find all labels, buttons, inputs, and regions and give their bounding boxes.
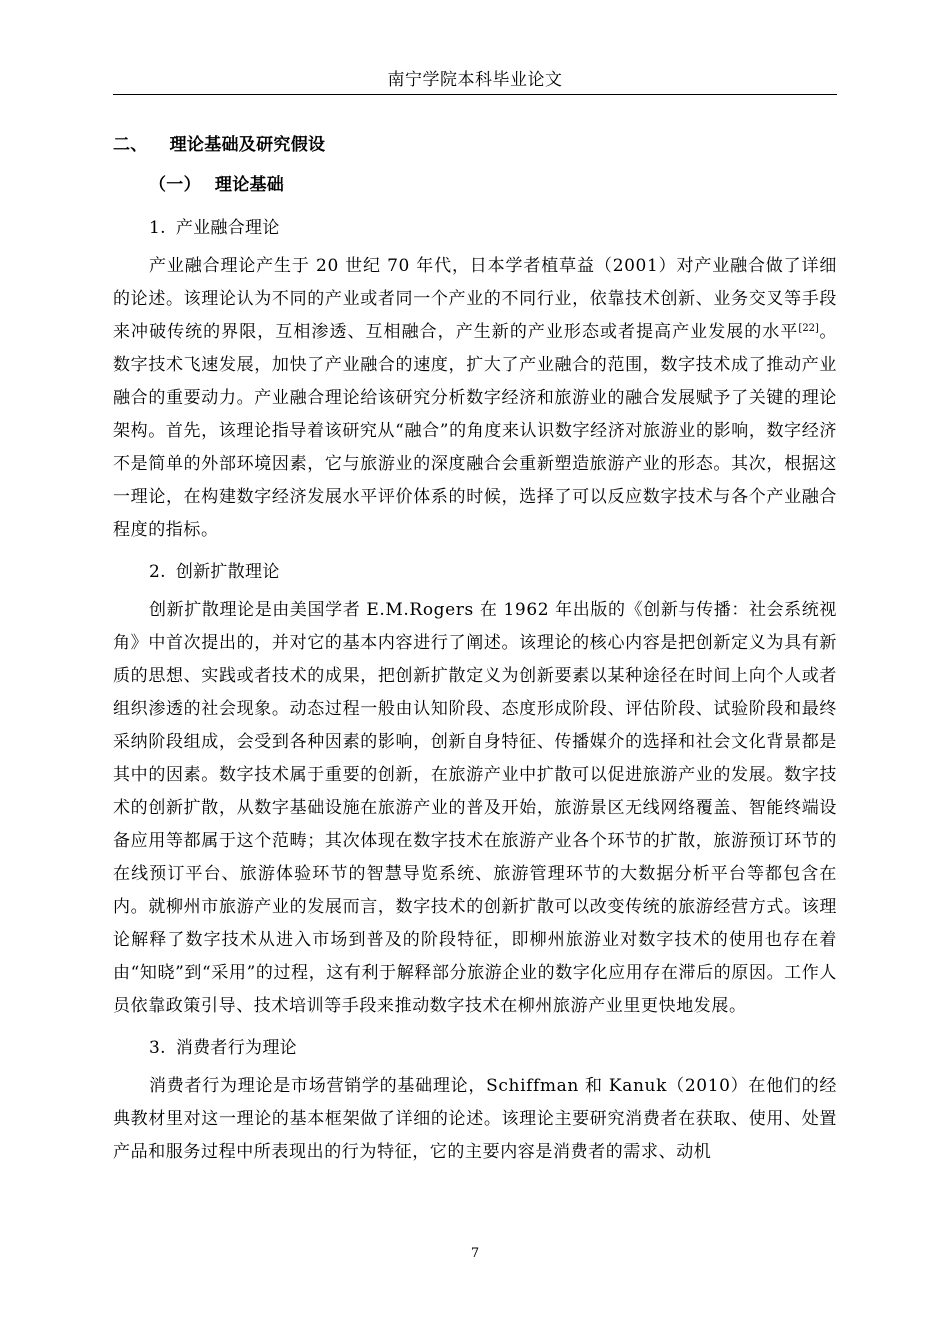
theory-heading-consumer-behavior <box>113 1027 837 1070</box>
theory-heading-industrial-convergence <box>113 207 837 250</box>
theory-paragraph-innovation-diffusion: 创新扩散理论是由美国学者 E.M.Rogers 在 1962 年出版的《创新与传播：社会系统视角》中首次提出的，并对它的基本内容进行了阐述。该理论的核心内容是把创新定义为具有新质的思想、实践或者技术的成果，把创新扩散定义为创新要素以某种途径在时间上向个人或者组织渗透的社会现象。动态过程一般由认知阶段、态度形成阶段、评估阶段、试验阶段和最终采纳阶段组成，会受到各种因素的影响，创新自身特征、传播媒介的选择和社会文化背景都是其中的因素。数字技术属于重要的创新，在旅游产业中扩散可以促进旅游产业的发展。数字技术的创新扩散，从数字基础设施在旅游产业的普及开始，旅游景区无线网络覆盖、智能终端设备应用等都属于这个范畴；其次体现在数字技术在旅游产业各个环节的扩散，旅游预订环节的在线预订平台、旅游体验环节的智慧导览系统、旅游管理环节的大数据分析平台等都包含在内。就柳州市旅游产业的发展而言，数字技术的创新扩散可以改变传统的旅游经营方式。该理论解释了数字技术从进入市场到普及的阶段特征，即柳州旅游业对数字技术的使用也存在着由“知晓”到“采用”的过程，这有利于解释部分旅游企业的数字化应用存在滞后的原因。工作人员依靠政策引导、技术培训等手段来推动数字技术在柳州旅游产业里更快地发展。 <box>113 600 837 1016</box>
theory-title: 消费者行为理论 <box>175 1038 297 1058</box>
theory-number: 2. <box>149 562 166 582</box>
theory-title: 产业融合理论 <box>175 218 280 238</box>
theory-paragraph-industrial-convergence <box>113 250 837 547</box>
subsection-heading <box>113 164 837 207</box>
theory-title: 创新扩散理论 <box>175 562 280 582</box>
theory-heading-innovation-diffusion <box>113 551 837 594</box>
paragraph-text-continued: 。数字技术飞速发展，加快了产业融合的速度，扩大了产业融合的范围，数字技术成了推动产业融合的重要动力。产业融合理论给该研究分析数字经济和旅游业的融合发展赋予了关键的理论架构。首先，该理论指导着该研究从“融合”的角度来认识数字经济对旅游业的影响，数字经济不是简单的外部环境因素，它与旅游业的深度融合会重新塑造旅游产业的形态。其次，根据这一理论，在构建数字经济发展水平评价体系的时候，选择了可以反应数字技术与各个产业融合程度的指标。 <box>113 322 837 540</box>
page-header <box>113 58 837 95</box>
paragraph-text: 产业融合理论产生于 20 世纪 70 年代，日本学者植草益（2001）对产业融合做了详细的论述。该理论认为不同的产业或者同一个产业的不同行业，依靠技术创新、业务交叉等手段来冲破传统的界限，互相渗透、互相融合，产生新的产业形态或者提高产业发展的水平 <box>113 256 837 342</box>
section-number: 二、 <box>113 135 148 155</box>
subsection-number: （一） <box>149 175 201 195</box>
subsection-title: 理论基础 <box>214 175 285 195</box>
theory-number: 3. <box>149 1038 166 1058</box>
header-title: 南宁学院本科毕业论文 <box>387 70 563 90</box>
document-body <box>113 126 837 1169</box>
section-title: 理论基础及研究假设 <box>169 135 326 155</box>
page-number: 7 <box>470 1246 480 1261</box>
section-heading <box>113 126 837 164</box>
theory-paragraph-consumer-behavior: 消费者行为理论是市场营销学的基础理论，Schiffman 和 Kanuk（2010）在他们的经典教材里对这一理论的基本框架做了详细的论述。该理论主要研究消费者在获取、使用、处置产品和服务过程中所表现出的行为特征，它的主要内容是消费者的需求、动机 <box>113 1076 837 1162</box>
theory-number: 1. <box>149 218 166 238</box>
citation-marker: [22] <box>798 323 819 334</box>
